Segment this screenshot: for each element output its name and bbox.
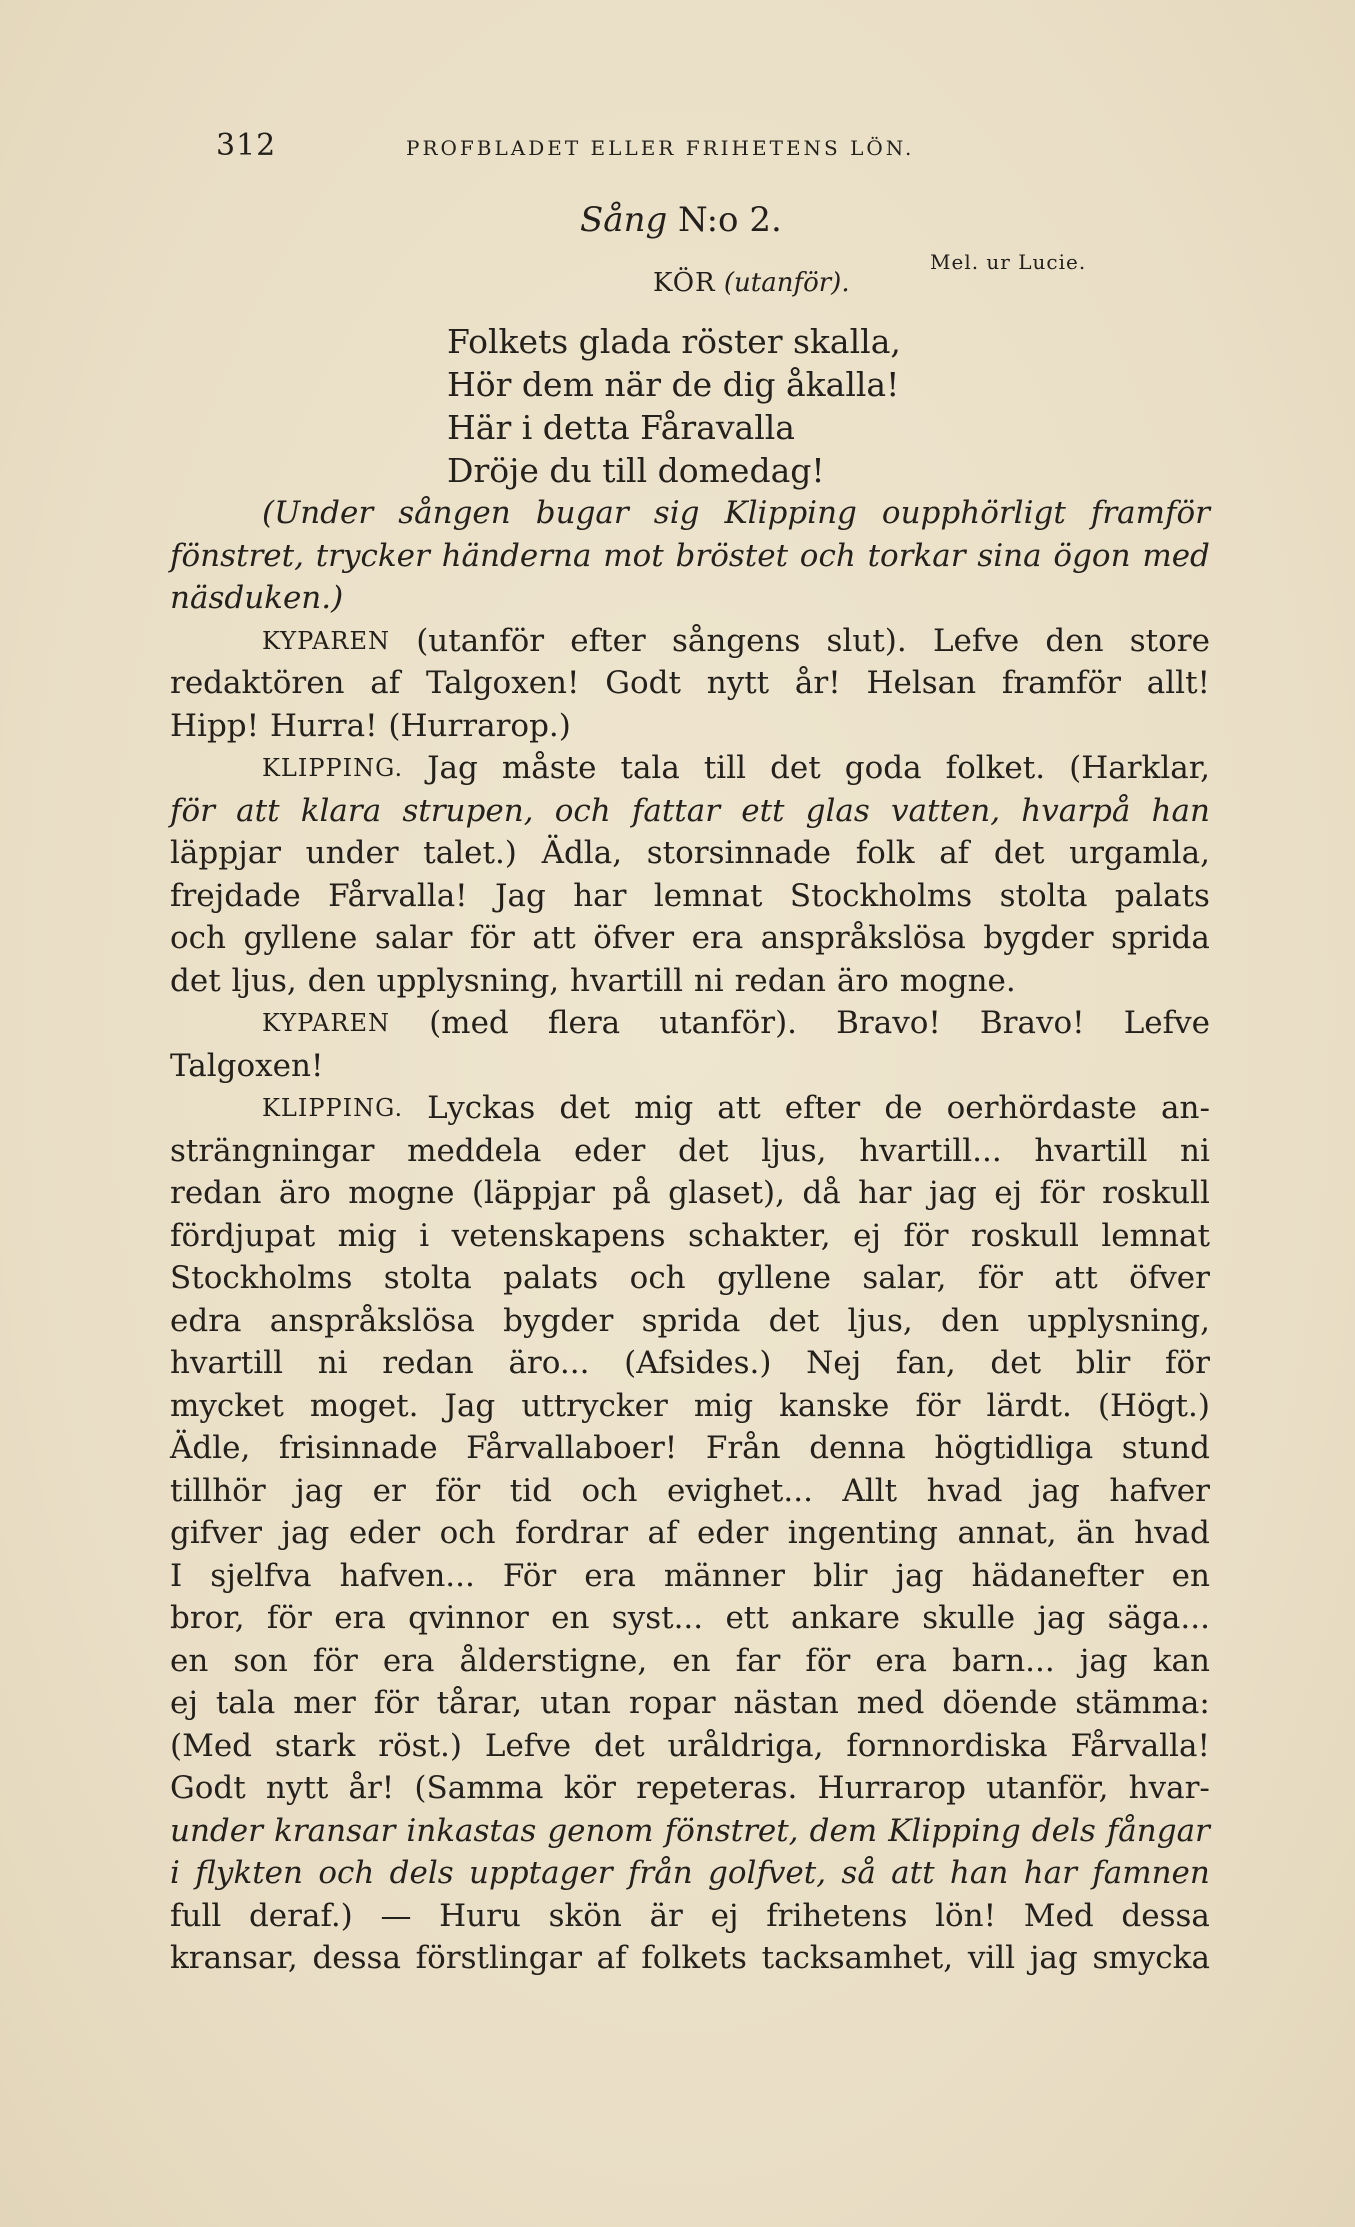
text-line: edra anspråkslösa bygder sprida det ljus, den upplysning, xyxy=(170,1302,1210,1339)
text-line: KYPAREN (utanför efter sångens slut). Lefve den store xyxy=(170,620,1210,663)
chorus-label xyxy=(653,268,850,298)
text-line: full deraf.) — Huru skön är ej frihetens lön! Med dessa xyxy=(170,1897,1210,1934)
page-header xyxy=(216,128,1036,168)
text-line: Talgoxen! xyxy=(170,1047,324,1084)
page-number: 312 xyxy=(216,128,277,163)
song-verse xyxy=(447,320,901,492)
text-line: och gyllene salar för att öfver era anspråkslösa bygder sprida xyxy=(170,920,1210,956)
verse-line: Dröje du till domedag! xyxy=(447,451,825,490)
text-line: (Med stark röst.) Lefve det uråldriga, fornnordiska Fårvalla! xyxy=(170,1727,1210,1764)
chorus-direction: (utanför). xyxy=(723,268,850,298)
text-line: redan äro mogne (läppjar på glaset), då har jag ej för roskull xyxy=(170,1175,1210,1211)
song-title-word: Sång xyxy=(580,200,668,240)
text-line: det ljus, den upplysning, hvartill ni redan äro mogne. xyxy=(170,962,1016,999)
running-title: PROFBLADET ELLER FRIHETENS LÖN. xyxy=(406,136,915,160)
text-line: mycket moget. Jag uttrycker mig kanske för lärdt. (Högt.) xyxy=(170,1387,1210,1424)
speaker-name: KLIPPING. xyxy=(262,754,404,782)
text-line: gifver jag eder och fordrar af eder ingenting annat, än hvad xyxy=(170,1515,1210,1551)
text-line: KLIPPING. Lyckas det mig att efter de oerhördaste an- xyxy=(170,1087,1210,1130)
text-line: Ädle, frisinnade Fårvallaboer! Från denna högtidliga stund xyxy=(170,1430,1210,1466)
text-line: KYPAREN (med flera utanför). Bravo! Bravo! Lefve xyxy=(170,1002,1210,1045)
song-number: N:o 2. xyxy=(678,200,782,240)
text-line: strängningar meddela eder det ljus, hvartill... hvartill ni xyxy=(170,1132,1210,1169)
text-line: fönstret, trycker händerna mot bröstet och torkar sina ögon med xyxy=(170,537,1210,574)
dialogue-text xyxy=(170,492,1210,1980)
text-line: bror, för era qvinnor en syst... ett ankare skulle jag säga... xyxy=(170,1600,1210,1636)
chorus-speaker: KÖR xyxy=(653,268,716,298)
text-line: läppjar under talet.) Ädla, storsinnade folk af det urgamla, xyxy=(170,835,1210,871)
text-line: I sjelfva hafven... För era männer blir jag hädanefter en xyxy=(170,1557,1210,1594)
melody-note: Mel. ur Lucie. xyxy=(930,250,1087,274)
verse-line: Folkets glada röster skalla, xyxy=(447,322,901,361)
text-line: en son för era ålderstigne, en far för era barn... jag kan xyxy=(170,1642,1210,1679)
speaker-name: KLIPPING. xyxy=(262,1094,404,1122)
verse-line: Hör dem när de dig åkalla! xyxy=(447,365,900,404)
text-line: i flykten och dels upptager från golfvet, så att han har famnen xyxy=(170,1855,1210,1891)
text-line: näsduken.) xyxy=(170,580,344,616)
text-line: kransar, dessa förstlingar af folkets tacksamhet, vill jag smycka xyxy=(170,1940,1210,1976)
text-line: (Under sången bugar sig Klipping oupphörligt framför xyxy=(262,495,1210,531)
text-line: Stockholms stolta palats och gyllene salar, för att öfver xyxy=(170,1260,1210,1296)
text-line: hvartill ni redan äro... (Afsides.) Nej fan, det blir för xyxy=(170,1345,1210,1381)
song-heading xyxy=(580,200,782,240)
text-line: tillhör jag er för tid och evighet... Allt hvad jag hafver xyxy=(170,1472,1210,1509)
speaker-name: KYPAREN xyxy=(262,626,390,655)
text-line: fördjupat mig i vetenskapens schakter, ej för roskull lemnat xyxy=(170,1217,1210,1254)
speaker-name: KYPAREN xyxy=(262,1009,390,1037)
text-line: redaktören af Talgoxen! Godt nytt år! Helsan framför allt! xyxy=(170,665,1210,701)
text-line: frejdade Fårvalla! Jag har lemnat Stockholms stolta palats xyxy=(170,877,1210,914)
text-line: under kransar inkastas genom fönstret, dem Klipping dels fångar xyxy=(170,1812,1210,1849)
text-line: KLIPPING. Jag måste tala till det goda folket. (Harklar, xyxy=(170,747,1210,790)
text-line: Godt nytt år! (Samma kör repeteras. Hurrarop utanför, hvar- xyxy=(170,1770,1210,1806)
verse-line: Här i detta Fåravalla xyxy=(447,408,795,447)
text-line: ej tala mer för tårar, utan ropar nästan med döende stämma: xyxy=(170,1685,1210,1721)
text-line: för att klara strupen, och fattar ett glas vatten, hvarpå han xyxy=(170,792,1210,829)
text-line: Hipp! Hurra! (Hurrarop.) xyxy=(170,707,571,744)
